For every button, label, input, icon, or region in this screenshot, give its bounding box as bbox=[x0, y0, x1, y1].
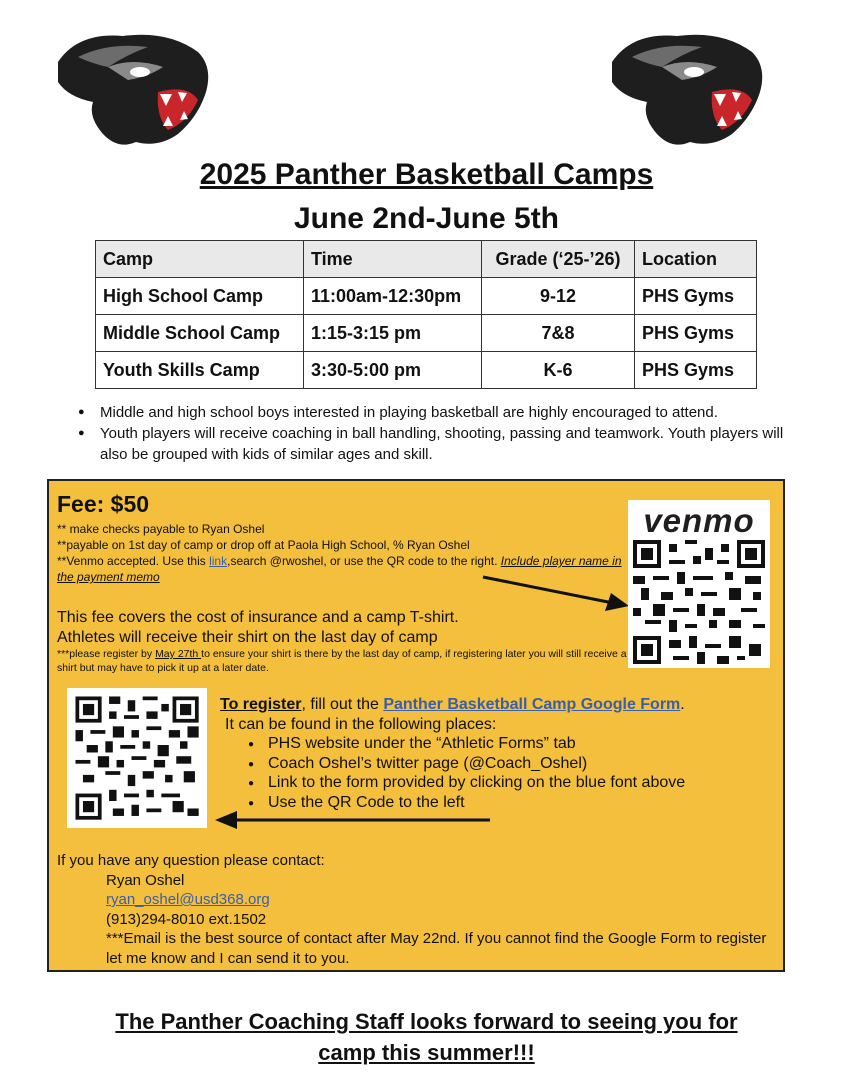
table-cell: 11:00am-12:30pm bbox=[304, 278, 482, 315]
fee-cover: Athletes will receive their shirt on the last day of camp bbox=[57, 629, 438, 646]
panther-head-icon bbox=[48, 22, 218, 152]
register-heading: To register, fill out the Panther Basketball Camp Google Form. bbox=[220, 696, 685, 713]
list-item: ● Coach Oshel’s twitter page (@Coach_Oshel) bbox=[248, 754, 780, 774]
venmo-line: **Venmo accepted. Use this link,search @rwoshel, or use the QR code to the right. Include player name in the payment memo bbox=[57, 554, 622, 584]
table-header-row bbox=[96, 241, 757, 278]
column-header: Camp bbox=[96, 241, 304, 278]
arrow-right-icon bbox=[481, 573, 631, 613]
table-cell: PHS Gyms bbox=[635, 352, 757, 389]
list-item: ● PHS website under the “Athletic Forms” tab bbox=[248, 734, 780, 754]
contact-phone: (913)294-8010 ext.1502 bbox=[106, 910, 267, 928]
table-row bbox=[96, 315, 757, 352]
table-cell: 1:15-3:15 pm bbox=[304, 315, 482, 352]
fee-line: **payable on 1st day of camp or drop off at Paola High School, % Ryan Oshel bbox=[57, 538, 470, 552]
register-sub: It can be found in the following places: bbox=[225, 715, 497, 733]
list-item: ● Middle and high school boys interested in playing basketball are highly encouraged to attend. bbox=[78, 402, 798, 423]
footer-message: The Panther Coaching Staff looks forward to seeing you for camp this summer!!! bbox=[115, 1009, 738, 1065]
register-qr-code-icon[interactable] bbox=[67, 688, 207, 828]
page-title: 2025 Panther Basketball Camps bbox=[199, 158, 654, 191]
fee-title: Fee: $50 bbox=[57, 491, 150, 517]
list-item: ● Youth players will receive coaching in ball handling, shooting, passing and teamwork. Youth players will also be grouped with kids of similar ages and skill. bbox=[78, 423, 798, 465]
table-row bbox=[96, 352, 757, 389]
list-item: ● Use the QR Code to the left bbox=[248, 793, 780, 813]
schedule-table bbox=[95, 240, 757, 389]
register-places-list bbox=[220, 734, 780, 812]
google-form-link[interactable]: Panther Basketball Camp Google Form bbox=[383, 696, 681, 713]
camp-dates: June 2nd-June 5th bbox=[293, 202, 560, 235]
table-cell: K-6 bbox=[482, 352, 635, 389]
fee-line: ** make checks payable to Ryan Oshel bbox=[57, 522, 265, 536]
column-header: Grade (‘25-’26) bbox=[482, 241, 635, 278]
column-header: Time bbox=[304, 241, 482, 278]
contact-name: Ryan Oshel bbox=[106, 871, 185, 889]
table-cell: 7&8 bbox=[482, 315, 635, 352]
venmo-logo: venmo bbox=[643, 502, 755, 539]
fee-registration-box bbox=[47, 479, 785, 972]
contact-email-link[interactable]: ryan_oshel@usd368.org bbox=[106, 891, 270, 908]
table-cell: PHS Gyms bbox=[635, 315, 757, 352]
table-cell: 3:30-5:00 pm bbox=[304, 352, 482, 389]
table-cell: Youth Skills Camp bbox=[96, 352, 304, 389]
table-cell: Middle School Camp bbox=[96, 315, 304, 352]
venmo-link[interactable]: link bbox=[209, 554, 228, 568]
table-cell: 9-12 bbox=[482, 278, 635, 315]
fee-cover: This fee covers the cost of insurance and a camp T-shirt. bbox=[57, 609, 459, 626]
notes-list bbox=[78, 402, 798, 465]
arrow-left-icon bbox=[215, 808, 495, 832]
table-row bbox=[96, 278, 757, 315]
venmo-qr-panel[interactable] bbox=[628, 500, 770, 668]
contact-section bbox=[57, 851, 777, 968]
venmo-qr-code-icon bbox=[633, 540, 765, 664]
panther-head-icon bbox=[602, 22, 772, 152]
table-cell: High School Camp bbox=[96, 278, 304, 315]
column-header: Location bbox=[635, 241, 757, 278]
shirt-note: ***please register by May 27th to ensure your shirt is there by the last day of camp, if registering later you will still receive a shirt but may have to pick it up at a later date. bbox=[57, 648, 627, 674]
register-section bbox=[220, 695, 780, 812]
table-cell: PHS Gyms bbox=[635, 278, 757, 315]
contact-intro: If you have any question please contact: bbox=[57, 852, 325, 869]
contact-email-row bbox=[57, 890, 777, 910]
contact-note: ***Email is the best source of contact after May 22nd. If you cannot find the Google Form to register let me know and I can send it to you. bbox=[106, 930, 767, 967]
list-item: ● Link to the form provided by clicking on the blue font above bbox=[248, 773, 780, 793]
